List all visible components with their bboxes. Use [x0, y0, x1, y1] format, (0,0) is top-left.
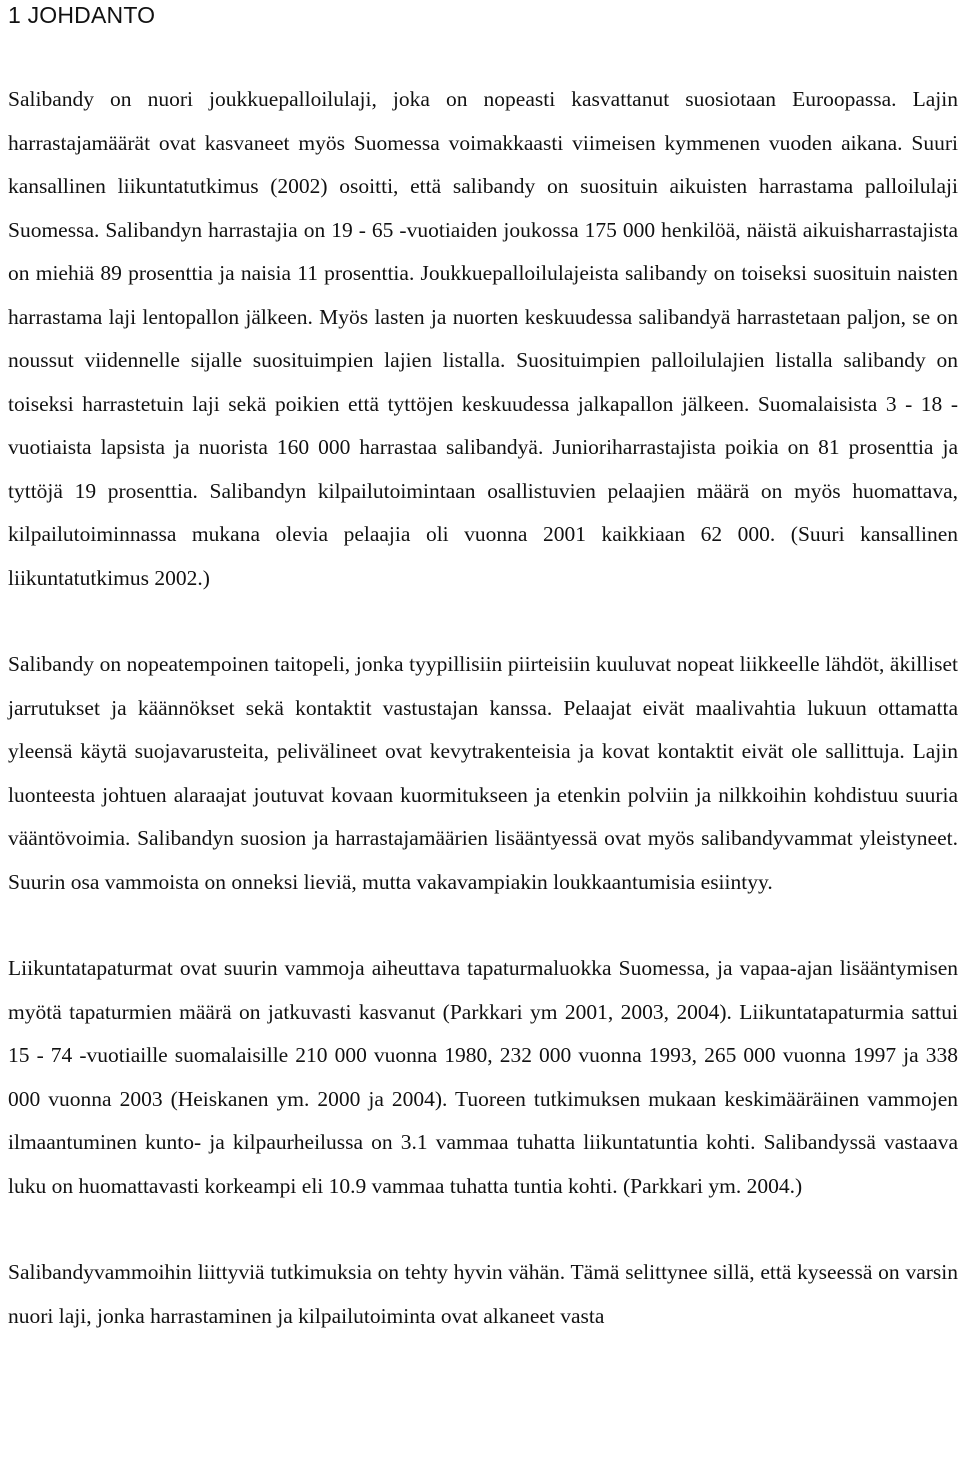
paragraph-intro: Salibandy on nuori joukkuepalloilulaji, joka on nopeasti kasvattanut suosiotaan Euroopassa. Lajin harrastajamäärät ovat kasvaneet myös Suomessa voimakkaasti viimeisen kymmenen vuoden aikana. Suuri kansallinen liikuntatutkimus (2002) osoitti, että salibandy on suosituin aikuisten harrastama palloilulaji Suomessa. Salibandyn harrastajia on 19 - 65 -vuotiaiden joukossa 175 000 henkilöä, näistä aikuisharrastajista on miehiä 89 prosenttia ja naisia 11 prosenttia. Joukkuepalloilulajeista salibandy on toiseksi suosituin naisten harrastama laji lentopallon jälkeen. Myös lasten ja nuorten keskuudessa salibandyä harrastetaan paljon, se on noussut viidennelle sijalle suosituimpien lajien listalla. Suosituimpien palloilulajien listalla salibandy on toiseksi harrastetuin laji sekä poikien että tyttöjen keskuudessa jalkapallon jälkeen. Suomalaisista 3 - 18 -vuotiaista lapsista ja nuorista 160 000 harrastaa salibandyä. Junioriharrastajista poikia on 81 prosenttia ja tyttöjä 19 prosenttia. Salibandyn kilpailutoimintaan osallistuvien pelaajien määrä on myös huomattava, kilpailutoiminnassa mukana olevia pelaajia oli vuonna 2001 kaikkiaan 62 000. (Suuri kansallinen liikuntatutkimus 2002.) [8, 87, 958, 590]
chapter-heading: 1 JOHDANTO [8, 2, 156, 28]
paragraph-game-characteristics: Salibandy on nopeatempoinen taitopeli, jonka tyypillisiin piirteisiin kuuluvat nopeat liikkeelle lähdöt, äkilliset jarrutukset ja käännökset sekä kontaktit vastustajan kanssa. Pelaajat eivät maalivahtia lukuun ottamatta yleensä käytä suojavarusteita, pelivälineet ovat kevytrakenteisia ja kovat kontaktit eivät ole sallittuja. Lajin luonteesta johtuen alaraajat joutuvat kovaan kuormitukseen ja etenkin polviin ja nilkkoihin kohdistuu suuria vääntövoimia. Salibandyn suosion ja harrastajamäärien lisääntyessä ovat myös salibandyvammat yleistyneet. Suurin osa vammoista on onneksi lieviä, mutta vakavampiakin loukkaantumisia esiintyy. [8, 652, 958, 894]
paragraph-research: Salibandyvammoihin liittyviä tutkimuksia on tehty hyvin vähän. Tämä selittynee sillä, että kyseessä on varsin nuori laji, jonka harrastaminen ja kilpailutoiminta ovat alkaneet vasta [8, 1260, 958, 1328]
paragraph-injury-statistics: Liikuntatapaturmat ovat suurin vammoja aiheuttava tapaturmaluokka Suomessa, ja vapaa-ajan lisääntymisen myötä tapaturmien määrä on jatkuvasti kasvanut (Parkkari ym 2001, 2003, 2004). Liikuntatapaturmia sattui 15 - 74 -vuotiaille suomalaisille 210 000 vuonna 1980, 232 000 vuonna 1993, 265 000 vuonna 1997 ja 338 000 vuonna 2003 (Heiskanen ym. 2000 ja 2004). Tuoreen tutkimuksen mukaan keskimääräinen vammojen ilmaantuminen kunto- ja kilpaurheilussa on 3.1 vammaa tuhatta liikuntatuntia kohti. Salibandyssä vastaava luku on huomattavasti korkeampi eli 10.9 vammaa tuhatta tuntia kohti. (Parkkari ym. 2004.) [8, 956, 958, 1198]
document-page [8, 0, 958, 1338]
